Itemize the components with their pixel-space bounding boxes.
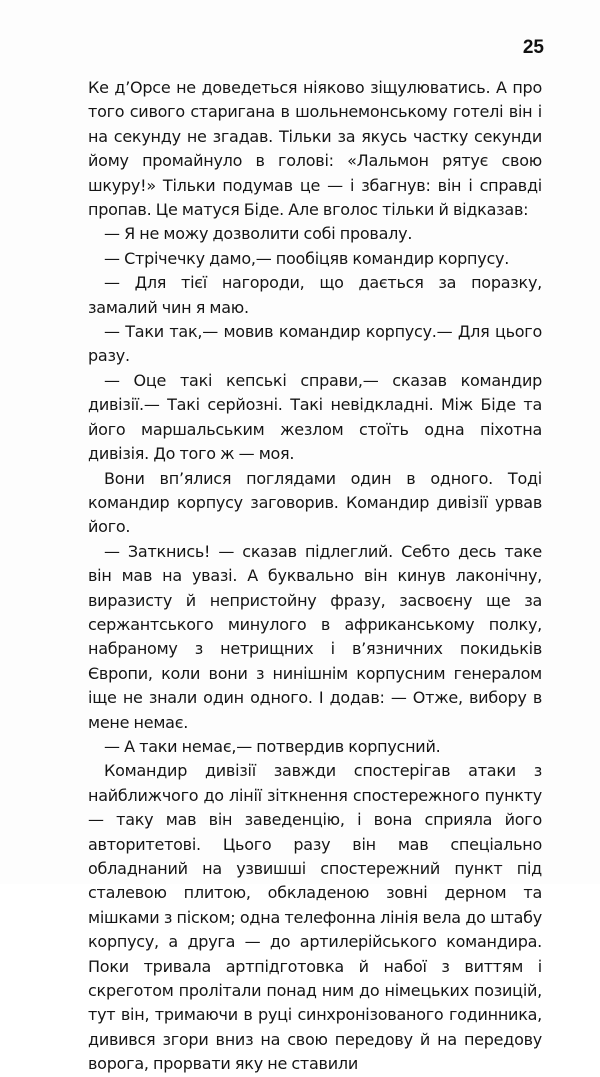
paragraph-5: — Таки так,— мовив командир корпусу.— Для цього разу.	[88, 322, 542, 366]
paragraph-6: — Оце такі кепські справи,— сказав командир дивізії.— Такі серйозні. Такі невідкладні. Між Біде та його маршальським жезлом стоїть одна піхотна дивізія. До того ж — моя.	[88, 370, 542, 464]
paragraph-10: Командир дивізії завжди спостерігав атаки з найближчого до лінії зіткнення спостережного пункту — таку мав він заведенцію, і вона сприяла його авторитетові. Цього разу він мав спеціально обладнаний на узвишші спостережний пункт під сталевою плитою, обкладеною зовні дерном та мішками з піском; одна телефонна лінія вела до штабу корпусу, а друга — до артилерійського командира. Поки тривала артпідготовка й набої з виттям і скреготом пролітали понад ним до німецьких позицій, тут він, тримаючи в руці синхронізованого годинника, дивився згори вниз на свою передову й на передову ворога, прорвати яку не ставили	[88, 761, 542, 1074]
paragraph-9: — А таки немає,— потвердив корпусний.	[104, 736, 441, 756]
paragraph-8: — Заткнись! — сказав підлеглий. Себто десь таке він мав на увазі. А буквально він кинув лаконічну, виразисту й непристойну фразу, засвоєну ще за сержантського минулого в африканському полку, набраному з нетрищних і в’язничних покидьків Європи, коли вони з нинішнім корпусним генералом іще не знали один одного. І додав: — Отже, вибору в мене немає.	[88, 541, 542, 732]
page-number: 25	[522, 37, 544, 58]
paragraph-7: Вони вп’ялися поглядами один в одного. Тоді командир корпусу заговорив. Командир дивізії урвав його.	[88, 468, 542, 537]
paragraph-1: Ке д’Орсе не доведеться ніяково зіщулюватись. А про того сивого старигана в шольнемонському готелі він і на секунду не згадав. Тільки за якусь частку секунди йому промайнуло в голові: «Лальмон рятує свою шкуру!» Тільки подумав це — і збагнув: він і справді пропав. Це матуся Біде. Але вголос тільки й відказав:	[88, 78, 542, 220]
paragraph-3: — Стрічечку дамо,— пообіцяв командир корпусу.	[104, 248, 510, 268]
paragraph-2: — Я не можу дозволити собі провалу.	[104, 224, 413, 244]
paragraph-4: — Для тієї нагороди, що дається за поразку, замалий чин я маю.	[88, 273, 542, 317]
page-body	[88, 76, 542, 1077]
